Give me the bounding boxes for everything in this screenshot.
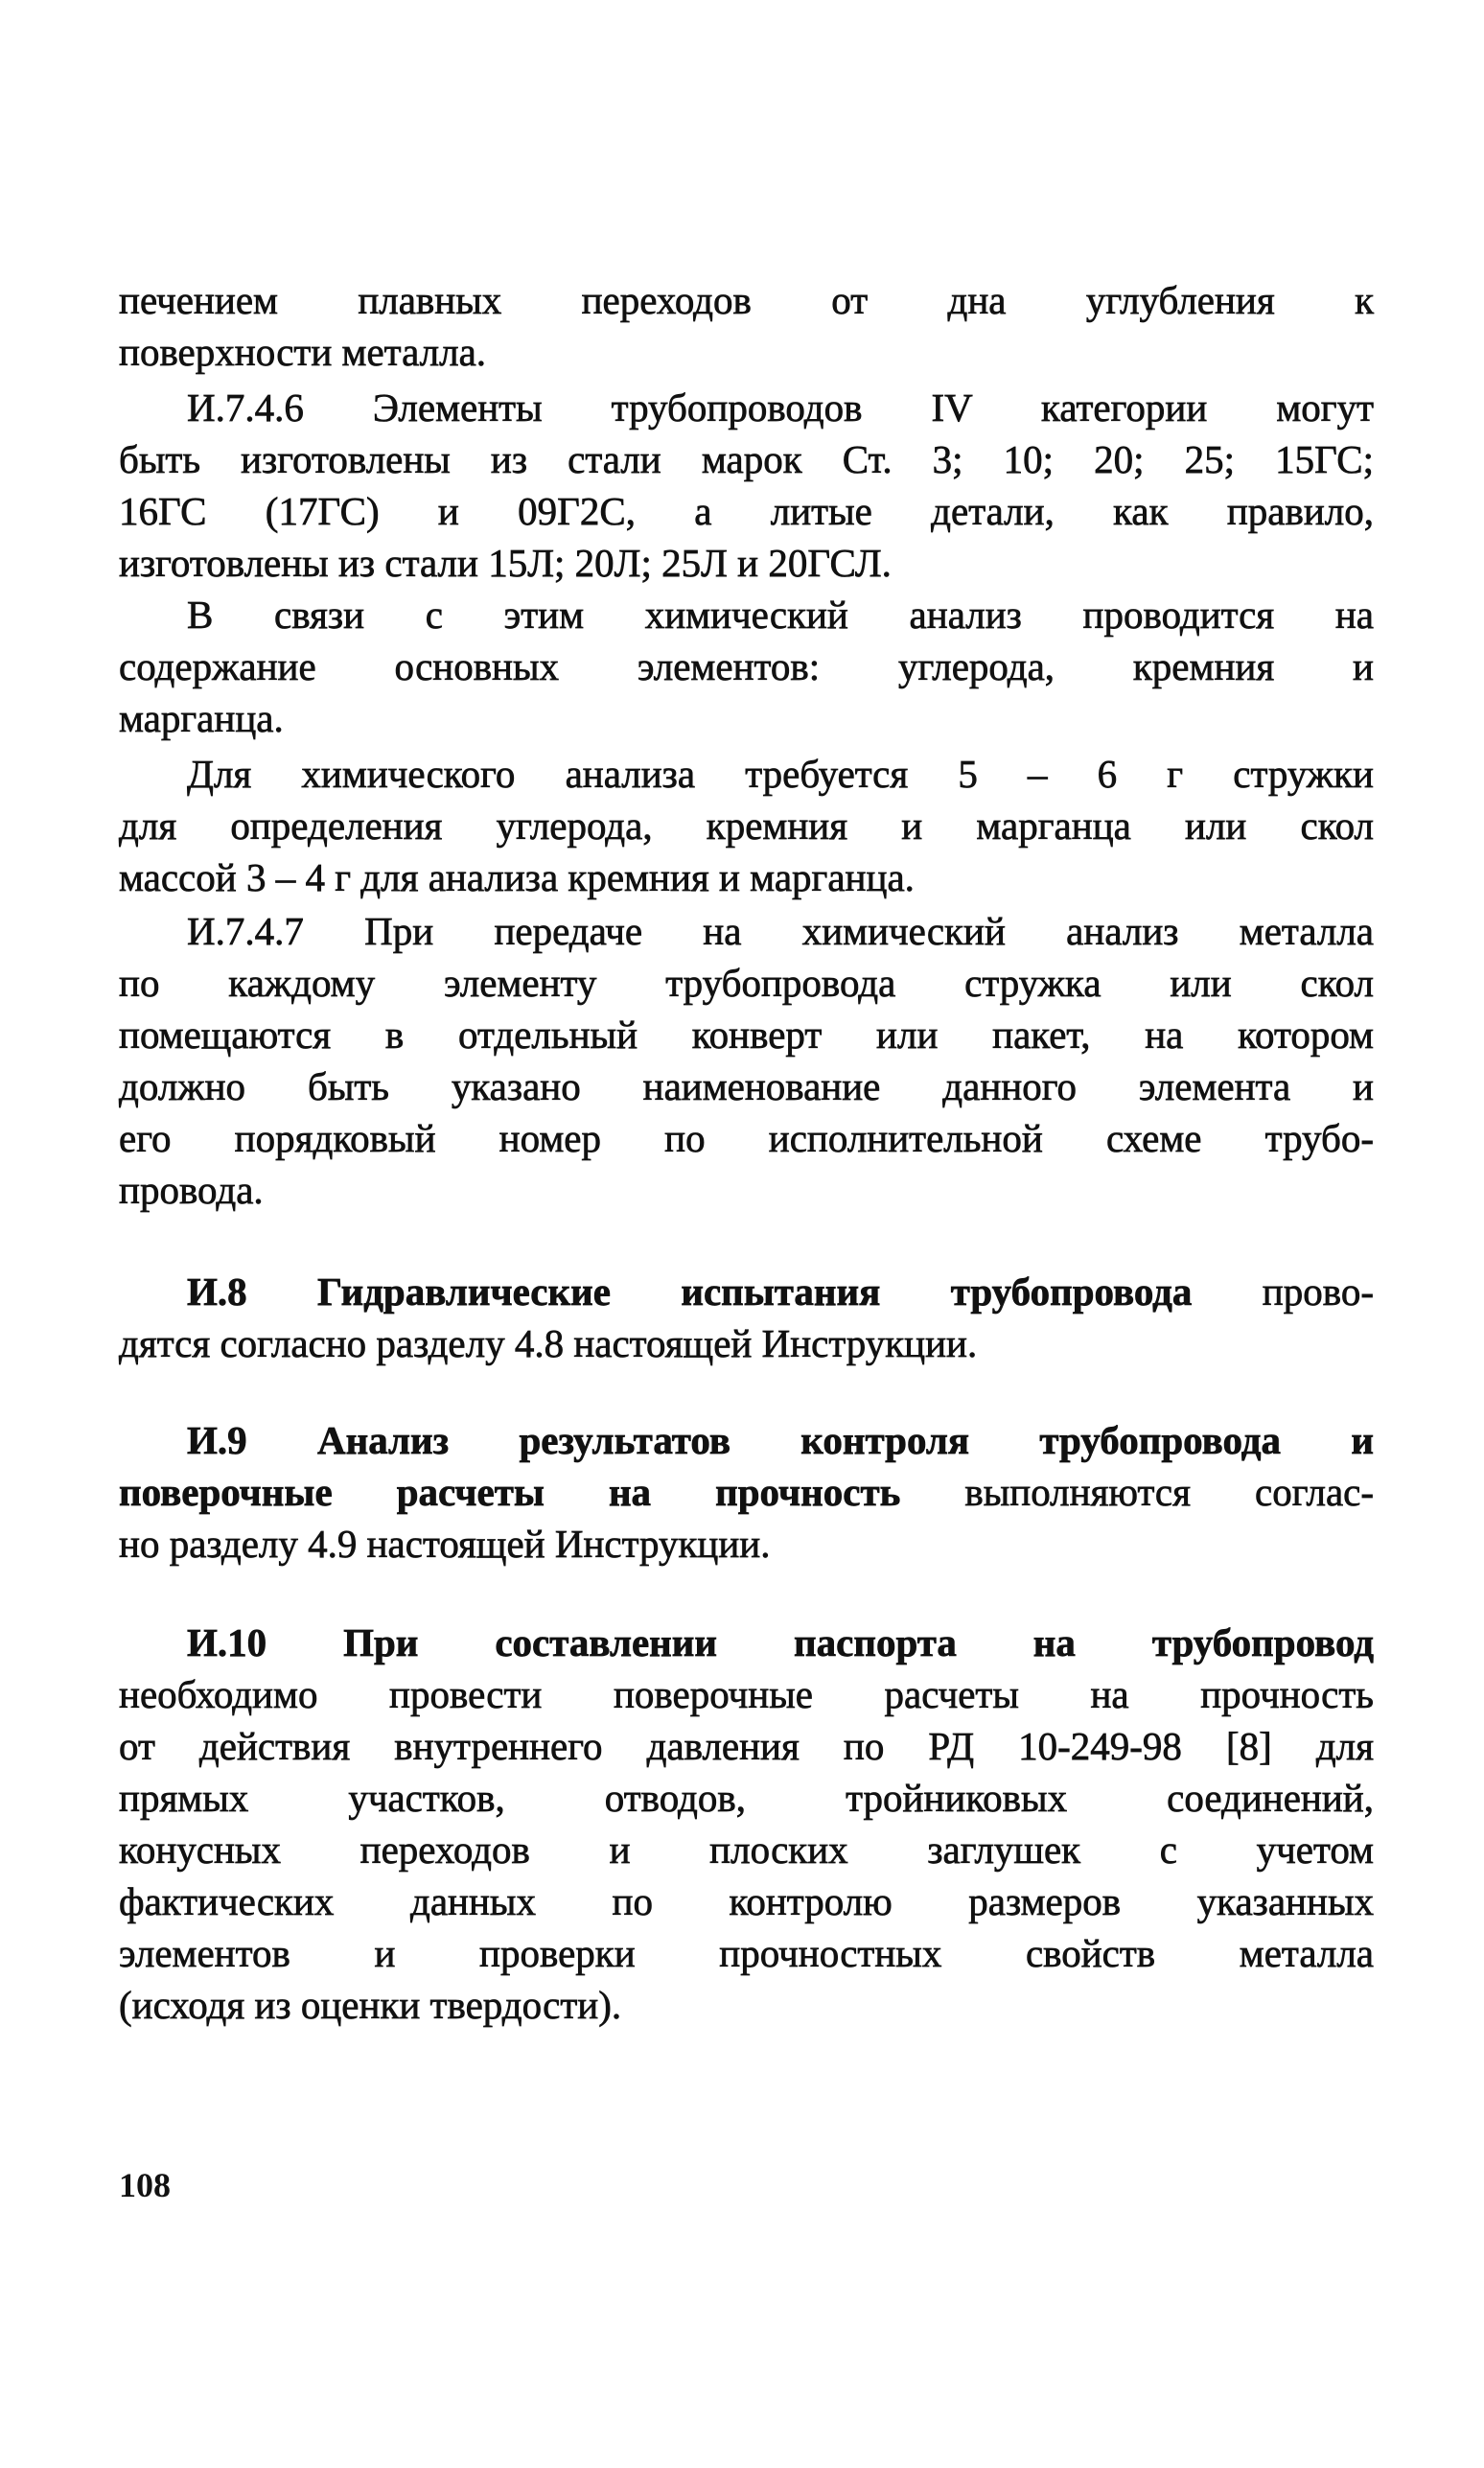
body-text: помещаются в отдельный конверт или пакет, на котором — [119, 1013, 1374, 1057]
body-text: конусных переходов и плоских заглушек с учетом — [119, 1828, 1374, 1872]
bold-heading-text: поверочные расчеты на прочность — [119, 1470, 901, 1514]
body-text: элементов и проверки прочностных свойств металла — [119, 1931, 1374, 1975]
body-text: но разделу 4.9 настоящей Инструкции. — [119, 1522, 771, 1566]
body-text: для определения углерода, кремния и марганца или скол — [119, 803, 1374, 848]
text-line — [119, 433, 1374, 485]
body-text: марганца. — [119, 696, 284, 740]
page-number: 108 — [119, 2166, 171, 2204]
text-line — [119, 1720, 1374, 1772]
body-text: необходимо провести поверочные расчеты на прочность — [119, 1672, 1374, 1716]
body-text: (исходя из оценки твердости). — [119, 1983, 622, 2027]
text-line — [187, 905, 1374, 957]
text-line — [119, 1979, 1374, 2031]
text-line — [119, 692, 1374, 744]
body-text: И.7.4.6 Элементы трубопроводов IV категории могут — [187, 385, 1374, 430]
text-line — [119, 851, 1374, 903]
text-line — [187, 589, 1374, 640]
body-text: В связи с этим химический анализ проводится на — [187, 593, 1374, 637]
body-text: 16ГС (17ГС) и 09Г2С, а литые детали, как правило, — [119, 489, 1374, 533]
text-line — [119, 1772, 1374, 1824]
text-line — [119, 1164, 1374, 1216]
text-line — [187, 748, 1374, 800]
text-line — [187, 382, 1374, 433]
body-text: от действия внутреннего давления по РД 10-249-98 [8] для — [119, 1724, 1374, 1768]
body-text: должно быть указано наименование данного элемента и — [119, 1064, 1374, 1108]
body-text: И.7.4.7 При передаче на химический анализ металла — [187, 909, 1374, 953]
text-line — [119, 485, 1374, 537]
bold-heading-text: И.8 Гидравлические испытания трубопровода — [187, 1269, 1193, 1314]
body-text: его порядковый номер по исполнительной схеме трубо- — [119, 1116, 1374, 1160]
body-text: Для химического анализа требуется 5 – 6 г стружки — [187, 752, 1374, 796]
text-line — [187, 1266, 1374, 1317]
body-text: дятся согласно разделу 4.8 настоящей Инструкции. — [119, 1321, 978, 1365]
body-text: массой 3 – 4 г для анализа кремния и марганца. — [119, 855, 915, 899]
body-text: печением плавных переходов от дна углубления к — [119, 278, 1374, 322]
text-line — [119, 1060, 1374, 1112]
text-line — [119, 957, 1374, 1009]
text-line — [119, 1668, 1374, 1720]
body-text: поверхности металла. — [119, 330, 487, 374]
text-line — [119, 1518, 1374, 1570]
body-text: провода. — [119, 1168, 264, 1212]
text-line — [119, 1875, 1374, 1927]
text-line — [119, 1009, 1374, 1060]
text-line — [119, 326, 1374, 378]
bold-heading-text: И.10 При составлении паспорта на трубопровод — [187, 1620, 1374, 1665]
text-line — [119, 640, 1374, 692]
body-text: прямых участков, отводов, тройниковых соединений, — [119, 1776, 1374, 1820]
text-line — [187, 1617, 1374, 1668]
text-line — [119, 537, 1374, 589]
body-text: фактических данных по контролю размеров указанных — [119, 1879, 1374, 1923]
bold-heading-text: И.9 Анализ результатов контроля трубопровода и — [187, 1418, 1374, 1462]
body-text: изготовлены из стали 15Л; 20Л; 25Л и 20ГСЛ. — [119, 541, 892, 585]
text-line — [119, 274, 1374, 326]
text-line — [187, 1414, 1374, 1466]
text-line — [119, 1824, 1374, 1875]
text-line — [119, 1112, 1374, 1164]
body-text: выполняются соглас- — [900, 1470, 1374, 1514]
text-line — [119, 1927, 1374, 1979]
body-text: быть изготовлены из стали марок Ст. 3; 10; 20; 25; 15ГС; — [119, 437, 1374, 481]
body-text: прово- — [1192, 1269, 1374, 1314]
text-line — [119, 1466, 1374, 1518]
text-line — [119, 1317, 1374, 1369]
body-text: по каждому элементу трубопровода стружка или скол — [119, 961, 1374, 1005]
body-text: содержание основных элементов: углерода, кремния и — [119, 644, 1374, 688]
text-line — [119, 800, 1374, 851]
